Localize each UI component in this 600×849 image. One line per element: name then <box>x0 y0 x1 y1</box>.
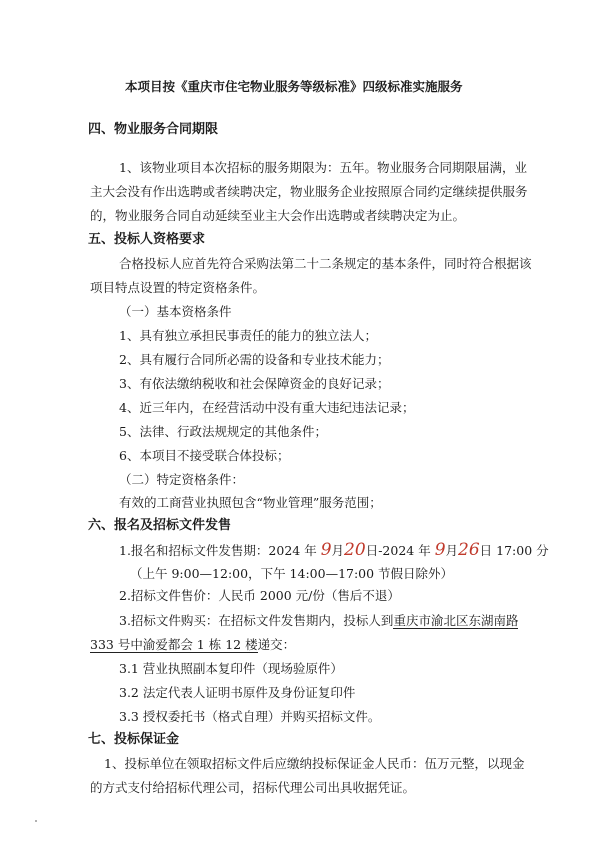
handwritten-day-end: 26 <box>458 540 480 560</box>
s5-intro-line: 项目特点设置的特定资格条件。 <box>90 280 266 295</box>
required-doc-item: 3.3 授权委托书（格式自理）并购买招标文件。 <box>119 709 381 724</box>
required-doc-item: 3.2 法定代表人证明书原件及身份证复印件 <box>119 685 356 700</box>
document-title: 本项目按《重庆市住宅物业服务等级标准》四级标准实施服务 <box>125 79 463 94</box>
month-char: 月 <box>331 543 345 558</box>
s4-paragraph-line: 的，物业服务合同自动延续至业主大会作出选聘或者续聘决定为止。 <box>90 208 466 223</box>
sale-hours-note: （上午 9:00—12:00，下午 14:00—17:00 节假日除外） <box>130 566 454 581</box>
purchase-location-line <box>119 613 518 629</box>
sale-period-line <box>119 542 549 559</box>
basic-qualifications-title: （一）基本资格条件 <box>119 304 232 319</box>
handwritten-month-start: 9 <box>320 540 332 560</box>
document-price: 2.招标文件售价：人民币 2000 元/份（售后不退） <box>119 588 400 603</box>
basic-item: 1、具有独立承担民事责任的能力的独立法人； <box>119 328 377 343</box>
basic-item: 6、本项目不接受联合体投标； <box>119 448 290 463</box>
basic-item: 2、具有履行合同所必需的设备和专业技术能力； <box>119 352 390 367</box>
basic-item: 3、有依法缴纳税收和社会保障资金的良好记录； <box>119 376 390 391</box>
month-char: 月 <box>445 543 459 558</box>
scan-speck <box>35 820 37 822</box>
purchase-suffix: 递交： <box>257 637 296 652</box>
purchase-address-part1: 重庆市渝北区东湖南路 <box>393 613 519 628</box>
purchase-text: 3.招标文件购买：在招标文件发售期内，投标人到 <box>119 613 394 628</box>
required-doc-item: 3.1 营业执照副本复印件（现场验原件） <box>119 661 343 676</box>
basic-item: 5、法律、行政法规规定的其他条件； <box>119 424 327 439</box>
section-6-heading: 六、报名及招标文件发售 <box>88 518 232 533</box>
section-7-heading: 七、投标保证金 <box>88 732 180 747</box>
handwritten-month-end: 9 <box>434 540 446 560</box>
basic-item: 4、近三年内，在经营活动中没有重大违纪违法记录； <box>119 400 415 415</box>
section-4-heading: 四、物业服务合同期限 <box>88 122 219 137</box>
purchase-address-part2: 333 号中渝爱都会 1 栋 12 楼 <box>90 637 258 652</box>
handwritten-day-start: 20 <box>344 540 366 560</box>
special-qualifications-text: 有效的工商营业执照包含“物业管理”服务范围； <box>119 495 382 510</box>
sale-period-prefix: 1.报名和招标文件发售期：2024 年 <box>119 543 317 558</box>
sale-period-middle: 日-2024 年 <box>365 543 431 558</box>
section-5-heading: 五、投标人资格要求 <box>88 232 206 247</box>
s4-paragraph-line: 主大会没有作出选聘或者续聘决定，物业服务企业按照原合同约定继续提供服务 <box>90 184 528 199</box>
purchase-location-line-2 <box>90 637 295 653</box>
sale-period-suffix: 日 17:00 分 <box>479 543 549 558</box>
s5-intro-line: 合格投标人应首先符合采购法第二十二条规定的基本条件，同时符合根据该 <box>119 256 532 271</box>
s4-paragraph-line: 1、该物业项目本次招标的服务期限为：五年。物业服务合同期限届满，业 <box>119 160 527 175</box>
s7-paragraph-line: 1、投标单位在领取招标文件后应缴纳投标保证金人民币：伍万元整，以现金 <box>104 756 525 771</box>
special-qualifications-title: （二）特定资格条件： <box>119 472 245 487</box>
s7-paragraph-line: 的方式支付给招标代理公司，招标代理公司出具收据凭证。 <box>90 780 416 795</box>
